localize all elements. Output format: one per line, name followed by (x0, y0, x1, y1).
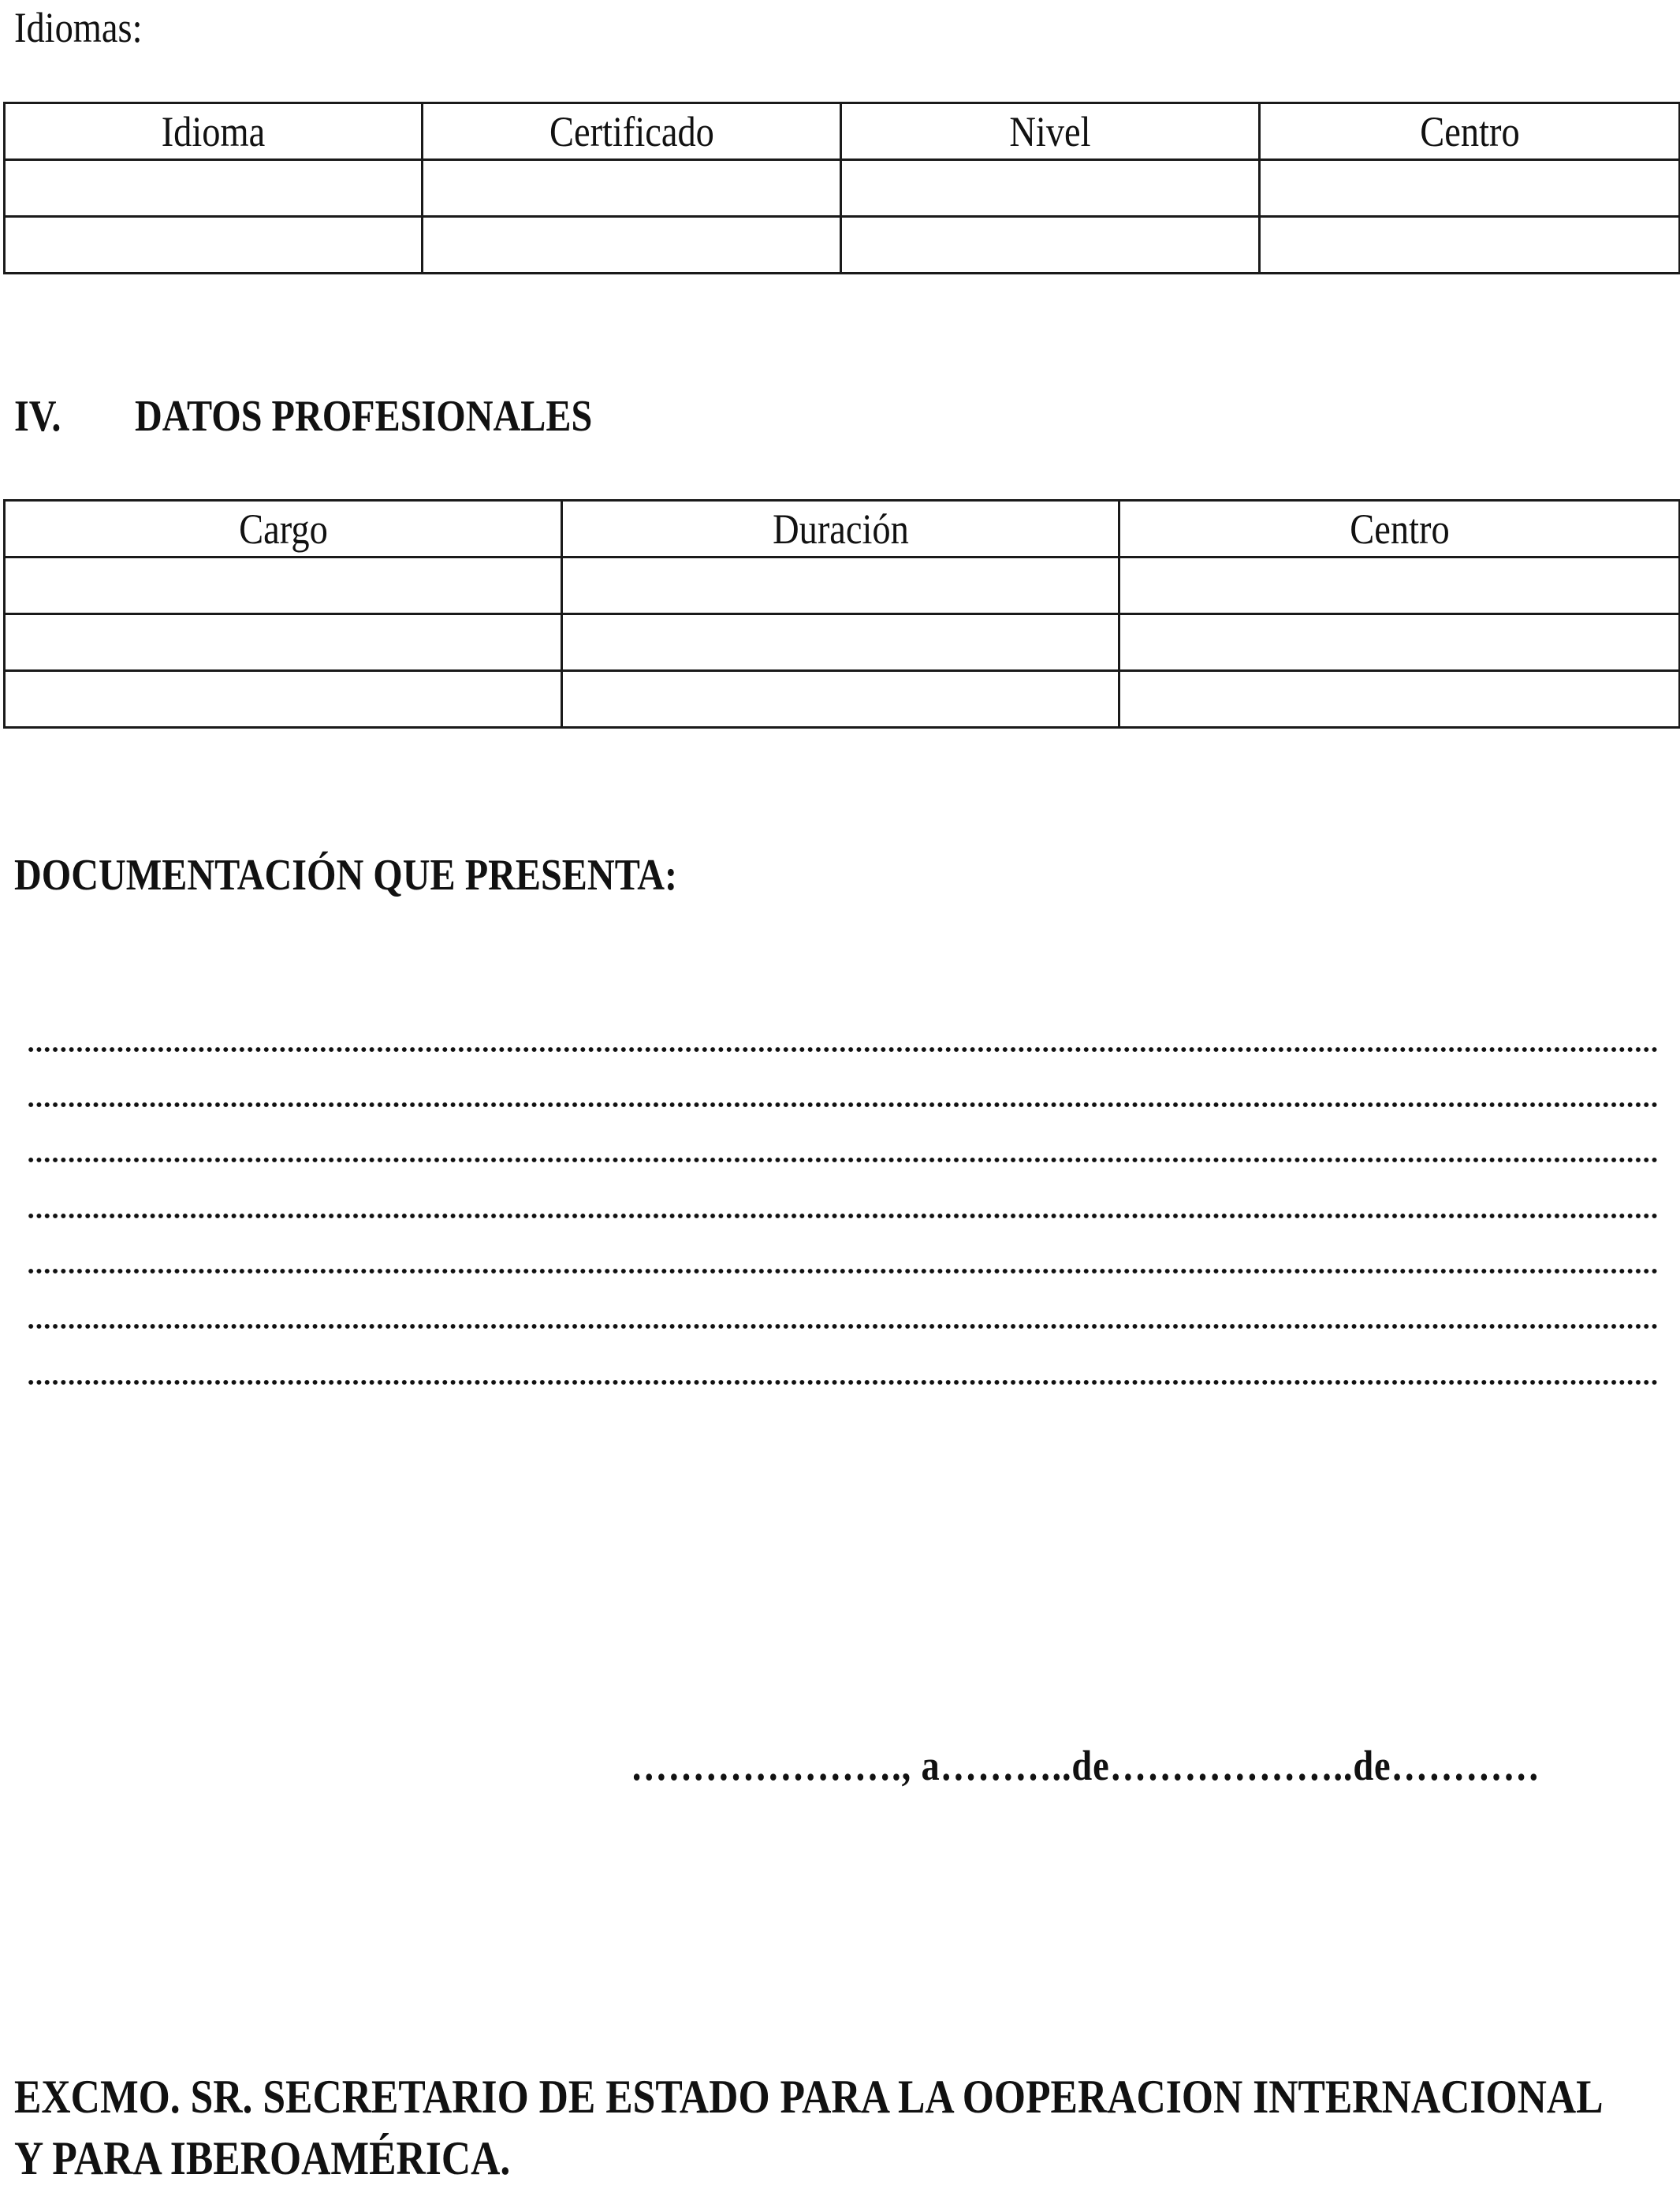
table-row (5, 558, 1680, 614)
table-cell[interactable] (562, 558, 1119, 614)
dotted-line-4[interactable] (27, 1213, 1657, 1219)
table-cell[interactable] (1260, 217, 1680, 274)
table-cell[interactable] (1119, 614, 1680, 671)
table-cell[interactable] (562, 671, 1119, 728)
idiomas-table (3, 102, 1680, 274)
date-word-a: a (921, 1742, 941, 1789)
table-cell[interactable] (5, 160, 423, 217)
table-cell[interactable] (1260, 160, 1680, 217)
column-header-centro: Centro (1119, 501, 1680, 558)
addressee (14, 2066, 1604, 2189)
column-header-idioma: Idioma (5, 103, 423, 160)
section-title: DATOS PROFESIONALES (135, 392, 593, 441)
table-cell[interactable] (5, 614, 562, 671)
table-row (5, 671, 1680, 728)
addressee-line-1: EXCMO. SR. SECRETARIO DE ESTADO PARA LA OOPERACION INTERNACIONAL (14, 2071, 1604, 2123)
table-cell[interactable] (1119, 558, 1680, 614)
place-blank[interactable]: …………………., (631, 1742, 912, 1789)
table-cell[interactable] (5, 558, 562, 614)
table-cell[interactable] (1119, 671, 1680, 728)
table-row (5, 160, 1680, 217)
table-row (5, 614, 1680, 671)
column-header-centro: Centro (1260, 103, 1680, 160)
documentacion-title: DOCUMENTACIÓN QUE PRESENTA: (14, 851, 678, 900)
dotted-line-7[interactable] (27, 1379, 1657, 1385)
section-number: IV. (14, 392, 61, 441)
column-header-cargo: Cargo (5, 501, 562, 558)
year-blank[interactable]: ………… (1391, 1742, 1540, 1789)
date-word-de: de (1353, 1742, 1391, 1789)
idiomas-label: Idiomas: (14, 4, 143, 51)
table-cell[interactable] (423, 160, 841, 217)
column-header-certificado: Certificado (423, 103, 841, 160)
day-blank[interactable]: ……….. (940, 1742, 1072, 1789)
date-word-de: de (1071, 1742, 1110, 1789)
dotted-line-3[interactable] (27, 1157, 1657, 1163)
addressee-line-2: Y PARA IBEROAMÉRICA. (14, 2132, 511, 2184)
month-blank[interactable]: ……………….. (1109, 1742, 1354, 1789)
table-row (5, 217, 1680, 274)
dotted-line-2[interactable] (27, 1102, 1657, 1108)
dotted-line-1[interactable] (27, 1046, 1657, 1053)
table-header-row (5, 103, 1680, 160)
table-header-row (5, 501, 1680, 558)
table-cell[interactable] (841, 217, 1260, 274)
datos-profesionales-table (3, 499, 1680, 729)
table-cell[interactable] (5, 671, 562, 728)
dotted-line-6[interactable] (27, 1323, 1657, 1329)
table-cell[interactable] (562, 614, 1119, 671)
table-cell[interactable] (423, 217, 841, 274)
column-header-duracion: Duración (562, 501, 1119, 558)
column-header-nivel: Nivel (841, 103, 1260, 160)
table-cell[interactable] (841, 160, 1260, 217)
date-line (631, 1741, 1540, 1790)
dotted-line-5[interactable] (27, 1268, 1657, 1274)
table-cell[interactable] (5, 217, 423, 274)
